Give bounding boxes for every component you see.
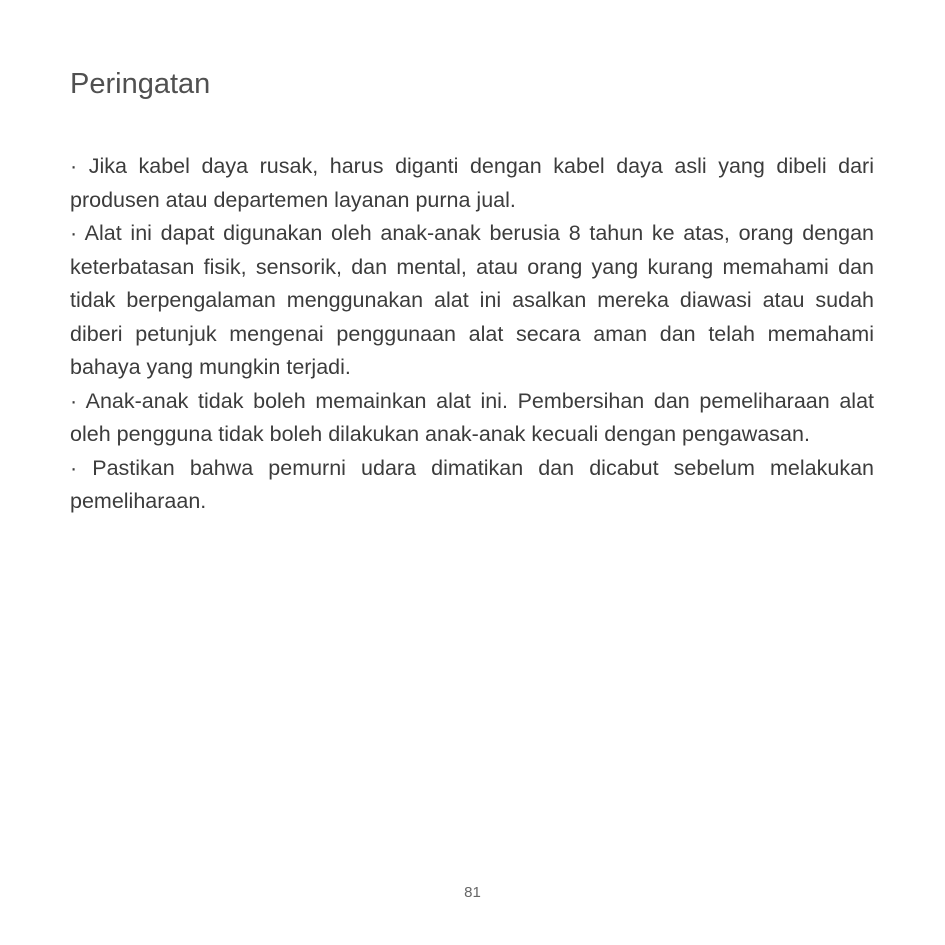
warning-item-maintenance: · Pastikan bahwa pemurni udara dimatikan dan dicabut sebelum melakukan pemeliharaan.: [70, 455, 874, 513]
page-title: Peringatan: [70, 68, 211, 100]
page-number: 81: [464, 884, 481, 901]
warning-item-power-cord: · Jika kabel daya rusak, harus diganti dengan kabel daya asli yang dibeli dari produsen atau departemen layanan purna jual.: [70, 154, 874, 212]
warning-item-children: · Anak-anak tidak boleh memainkan alat ini. Pembersihan dan pemeliharaan alat oleh pengguna tidak boleh dilakukan anak-anak kecuali dengan pengawasan.: [70, 388, 874, 446]
warning-item-usage-age: · Alat ini dapat digunakan oleh anak-anak berusia 8 tahun ke atas, orang dengan keterbatasan fisik, sensorik, dan mental, atau orang yang kurang memahami dan tidak berpengalaman menggunakan alat ini asalkan mereka diawasi atau sudah diberi petunjuk mengenai penggunaan alat secara aman dan telah memahami bahaya yang mungkin terjadi.: [70, 221, 874, 379]
warning-list: [70, 150, 874, 519]
document-page: [70, 62, 874, 519]
